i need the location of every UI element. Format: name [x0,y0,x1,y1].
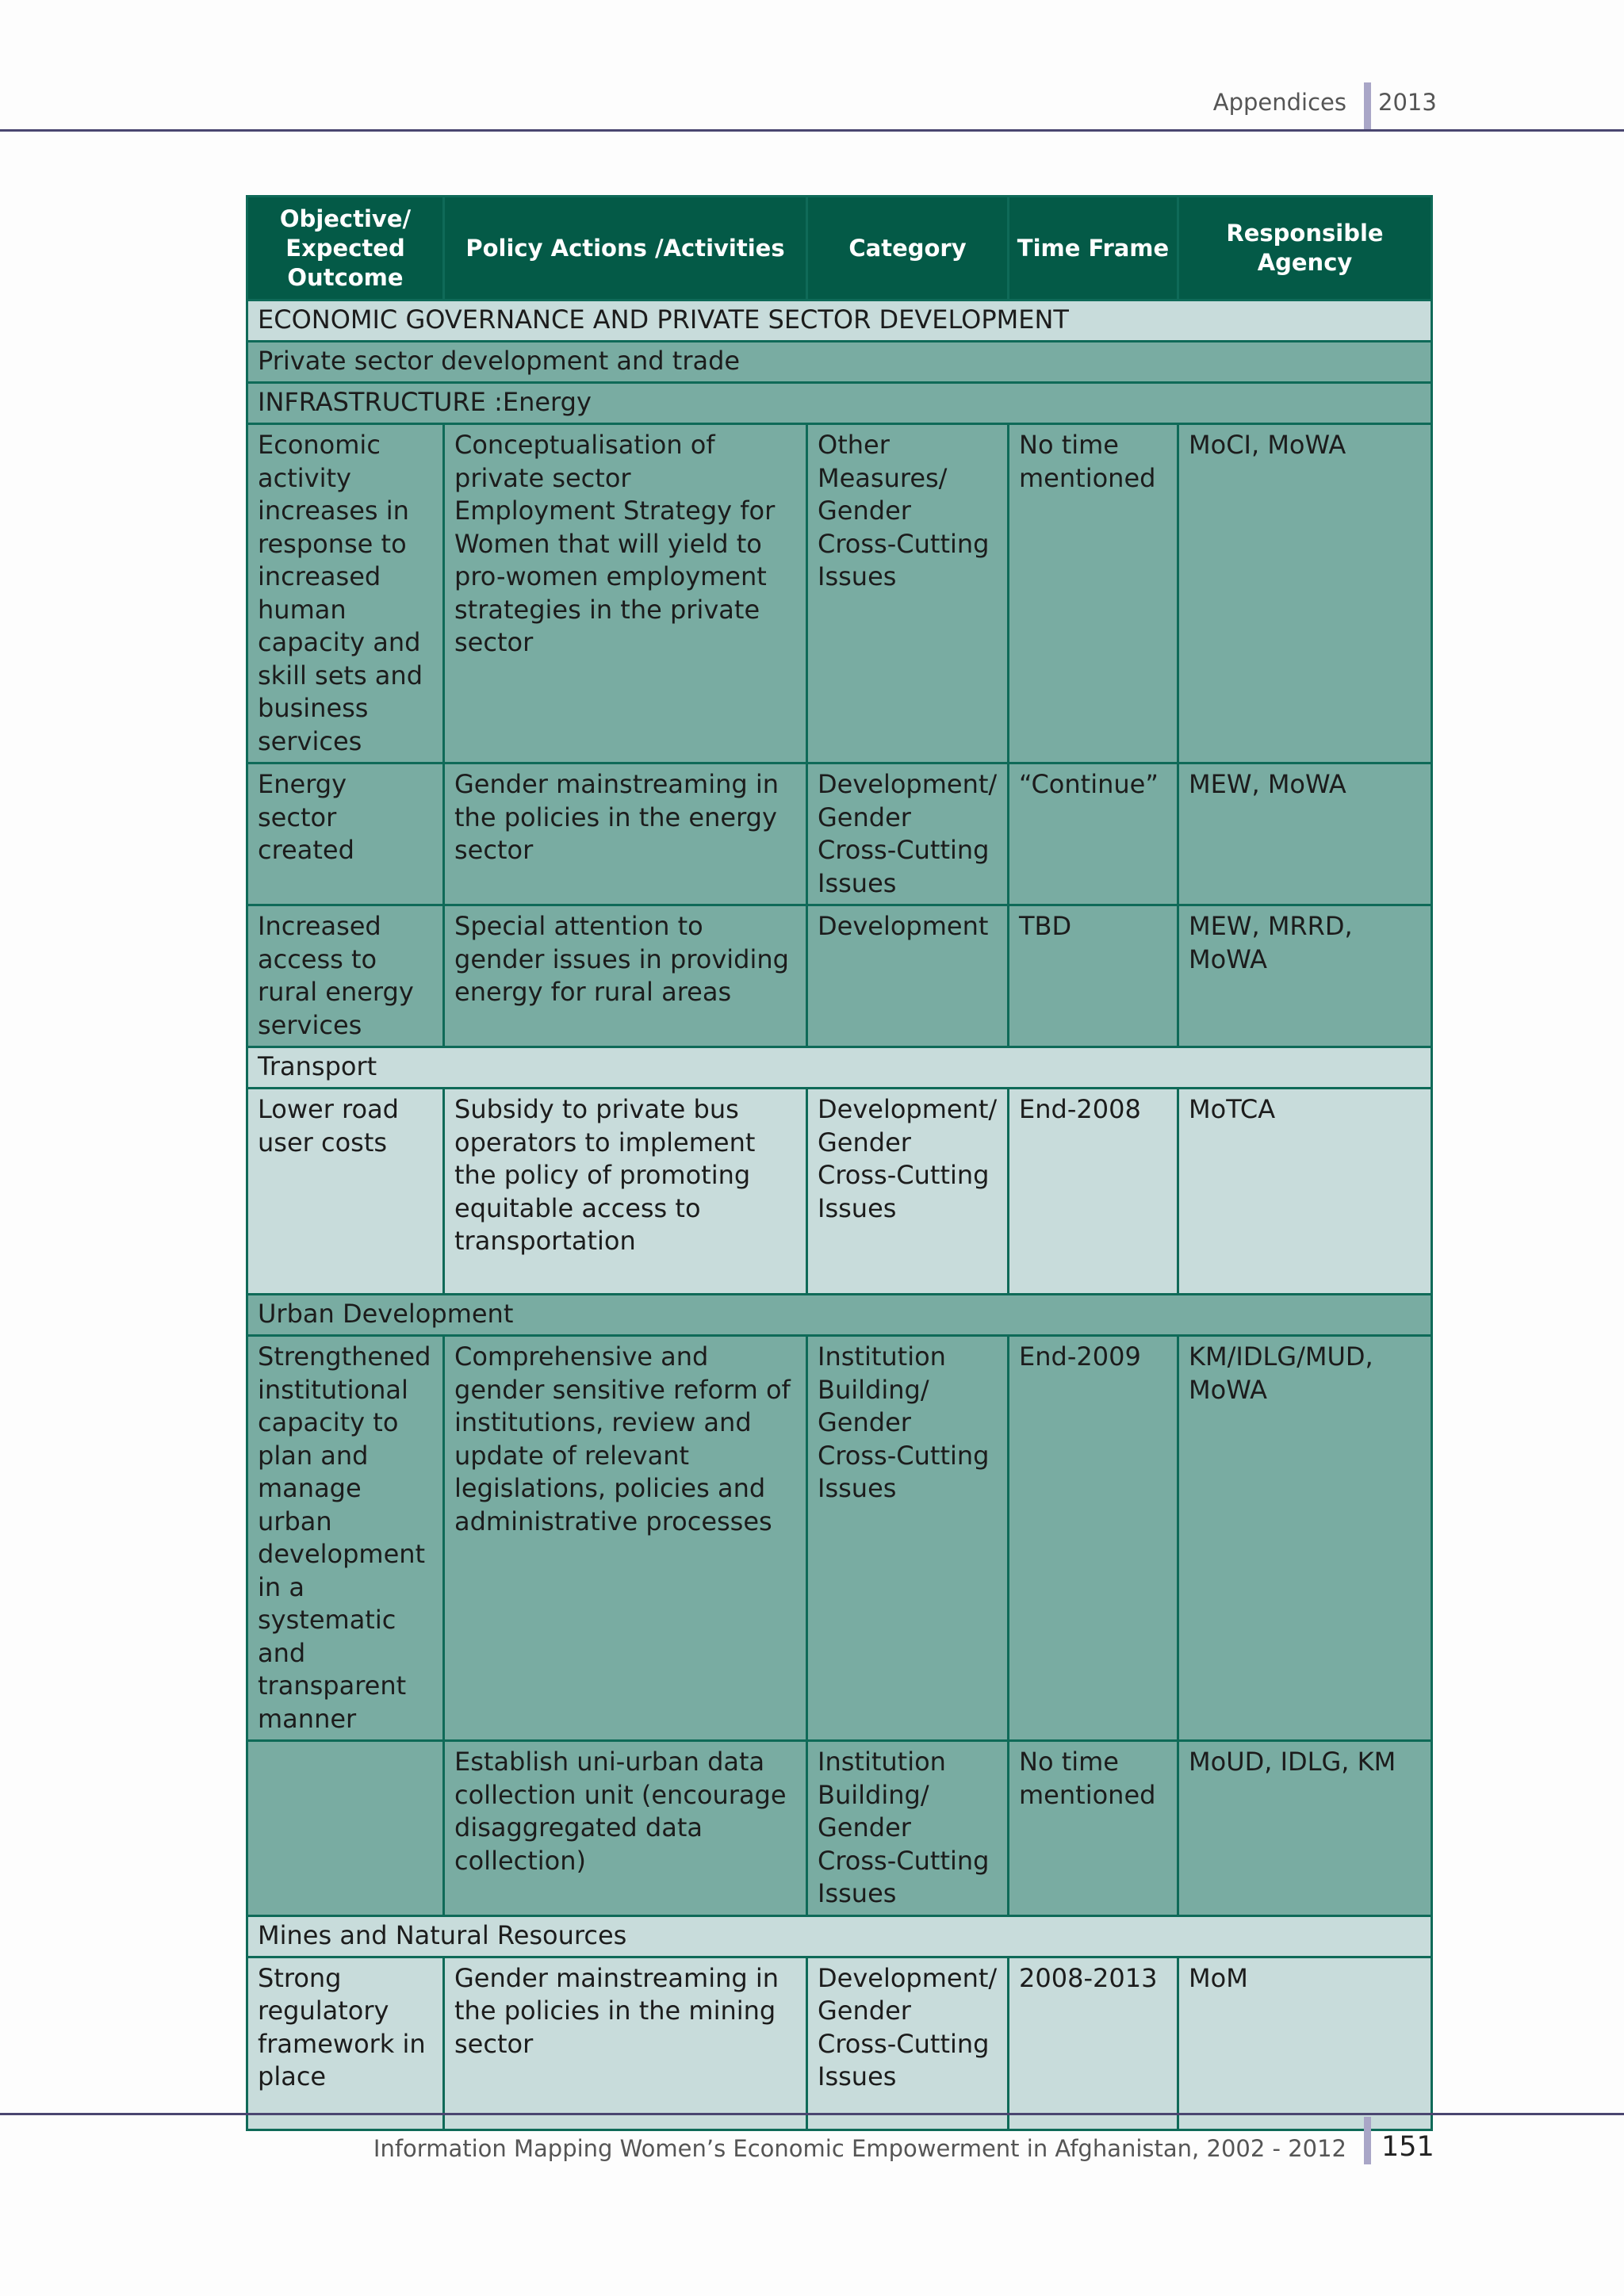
cell-time-frame: End-2008 [1009,1089,1178,1295]
section-row [247,1915,1432,1957]
cell-time-frame: No time mentioned [1009,1741,1178,1916]
cell-policy-action: Conceptualisation of private sector Employment Strategy for Women that will yield to pro-women employment strategies in the private sector [444,424,807,763]
cell-agency: MoTCA [1178,1089,1432,1295]
section-row [247,300,1432,342]
column-header: Category [807,197,1009,300]
table-row [247,1336,1432,1741]
policy-table-container [246,195,1431,2131]
section-title: Transport [247,1047,1432,1089]
cell-objective: Energy sector created [247,763,444,905]
cell-time-frame: End-2009 [1009,1336,1178,1741]
cell-objective: Lower road user costs [247,1089,444,1295]
cell-objective [247,1741,444,1916]
page-number: 151 [1381,2131,1434,2163]
running-header-section: Appendices [1212,89,1346,116]
cell-agency: MoCI, MoWA [1178,424,1432,763]
cell-objective: Strong regulatory framework in place [247,1957,444,2130]
table-row [247,763,1432,905]
cell-agency: KM/IDLG/MUD, MoWA [1178,1336,1432,1741]
section-row [247,342,1432,383]
cell-time-frame: “Continue” [1009,763,1178,905]
cell-category: Development/ Gender Cross-Cutting Issues [807,1957,1009,2130]
cell-category: Institution Building/ Gender Cross-Cutting Issues [807,1741,1009,1916]
cell-objective: Economic activity increases in response to increased human capacity and skill sets and business services [247,424,444,763]
cell-category: Development/ Gender Cross-Cutting Issues [807,1089,1009,1295]
column-header: Responsible Agency [1178,197,1432,300]
cell-policy-action: Establish uni-urban data collection unit (encourage disaggregated data collection) [444,1741,807,1916]
cell-objective: Increased access to rural energy services [247,905,444,1047]
section-title: ECONOMIC GOVERNANCE AND PRIVATE SECTOR DEVELOPMENT [247,300,1432,342]
column-header: Time Frame [1009,197,1178,300]
cell-agency: MEW, MRRD, MoWA [1178,905,1432,1047]
section-row [247,383,1432,424]
column-header: Objective/ Expected Outcome [247,197,444,300]
policy-table [246,195,1433,2131]
cell-category: Development [807,905,1009,1047]
cell-category: Development/ Gender Cross-Cutting Issues [807,763,1009,905]
cell-policy-action: Special attention to gender issues in providing energy for rural areas [444,905,807,1047]
section-row [247,1295,1432,1336]
table-row [247,1741,1432,1916]
cell-policy-action: Gender mainstreaming in the policies in the energy sector [444,763,807,905]
cell-policy-action: Gender mainstreaming in the policies in the mining sector [444,1957,807,2130]
cell-agency: MoM [1178,1957,1432,2130]
cell-time-frame: TBD [1009,905,1178,1047]
table-row [247,1957,1432,2130]
footer-rule [0,2113,1624,2115]
footer-title: Information Mapping Women’s Economic Empowerment in Afghanistan, 2002 - 2012 [373,2135,1346,2162]
section-title: INFRASTRUCTURE :Energy [247,383,1432,424]
header-accent-bar [1364,82,1371,130]
section-row [247,1047,1432,1089]
cell-objective: Strengthened institutional capacity to plan and manage urban development in a systematic and transparent manner [247,1336,444,1741]
cell-category: Institution Building/ Gender Cross-Cutting Issues [807,1336,1009,1741]
running-header-year: 2013 [1378,89,1437,116]
column-header: Policy Actions /Activities [444,197,807,300]
footer-accent-bar [1364,2117,1371,2164]
section-title: Urban Development [247,1295,1432,1336]
section-title: Private sector development and trade [247,342,1432,383]
cell-category: Other Measures/ Gender Cross-Cutting Issues [807,424,1009,763]
header-rule [0,129,1624,132]
cell-agency: MoUD, IDLG, KM [1178,1741,1432,1916]
cell-time-frame: No time mentioned [1009,424,1178,763]
cell-policy-action: Subsidy to private bus operators to implement the policy of promoting equitable access to transportation [444,1089,807,1295]
cell-policy-action: Comprehensive and gender sensitive reform of institutions, review and update of relevant legislations, policies and administrative processes [444,1336,807,1741]
table-row [247,905,1432,1047]
table-header-row [247,197,1432,300]
table-row [247,1089,1432,1295]
cell-time-frame: 2008-2013 [1009,1957,1178,2130]
table-body [247,300,1432,2130]
table-row [247,424,1432,763]
section-title: Mines and Natural Resources [247,1915,1432,1957]
cell-agency: MEW, MoWA [1178,763,1432,905]
